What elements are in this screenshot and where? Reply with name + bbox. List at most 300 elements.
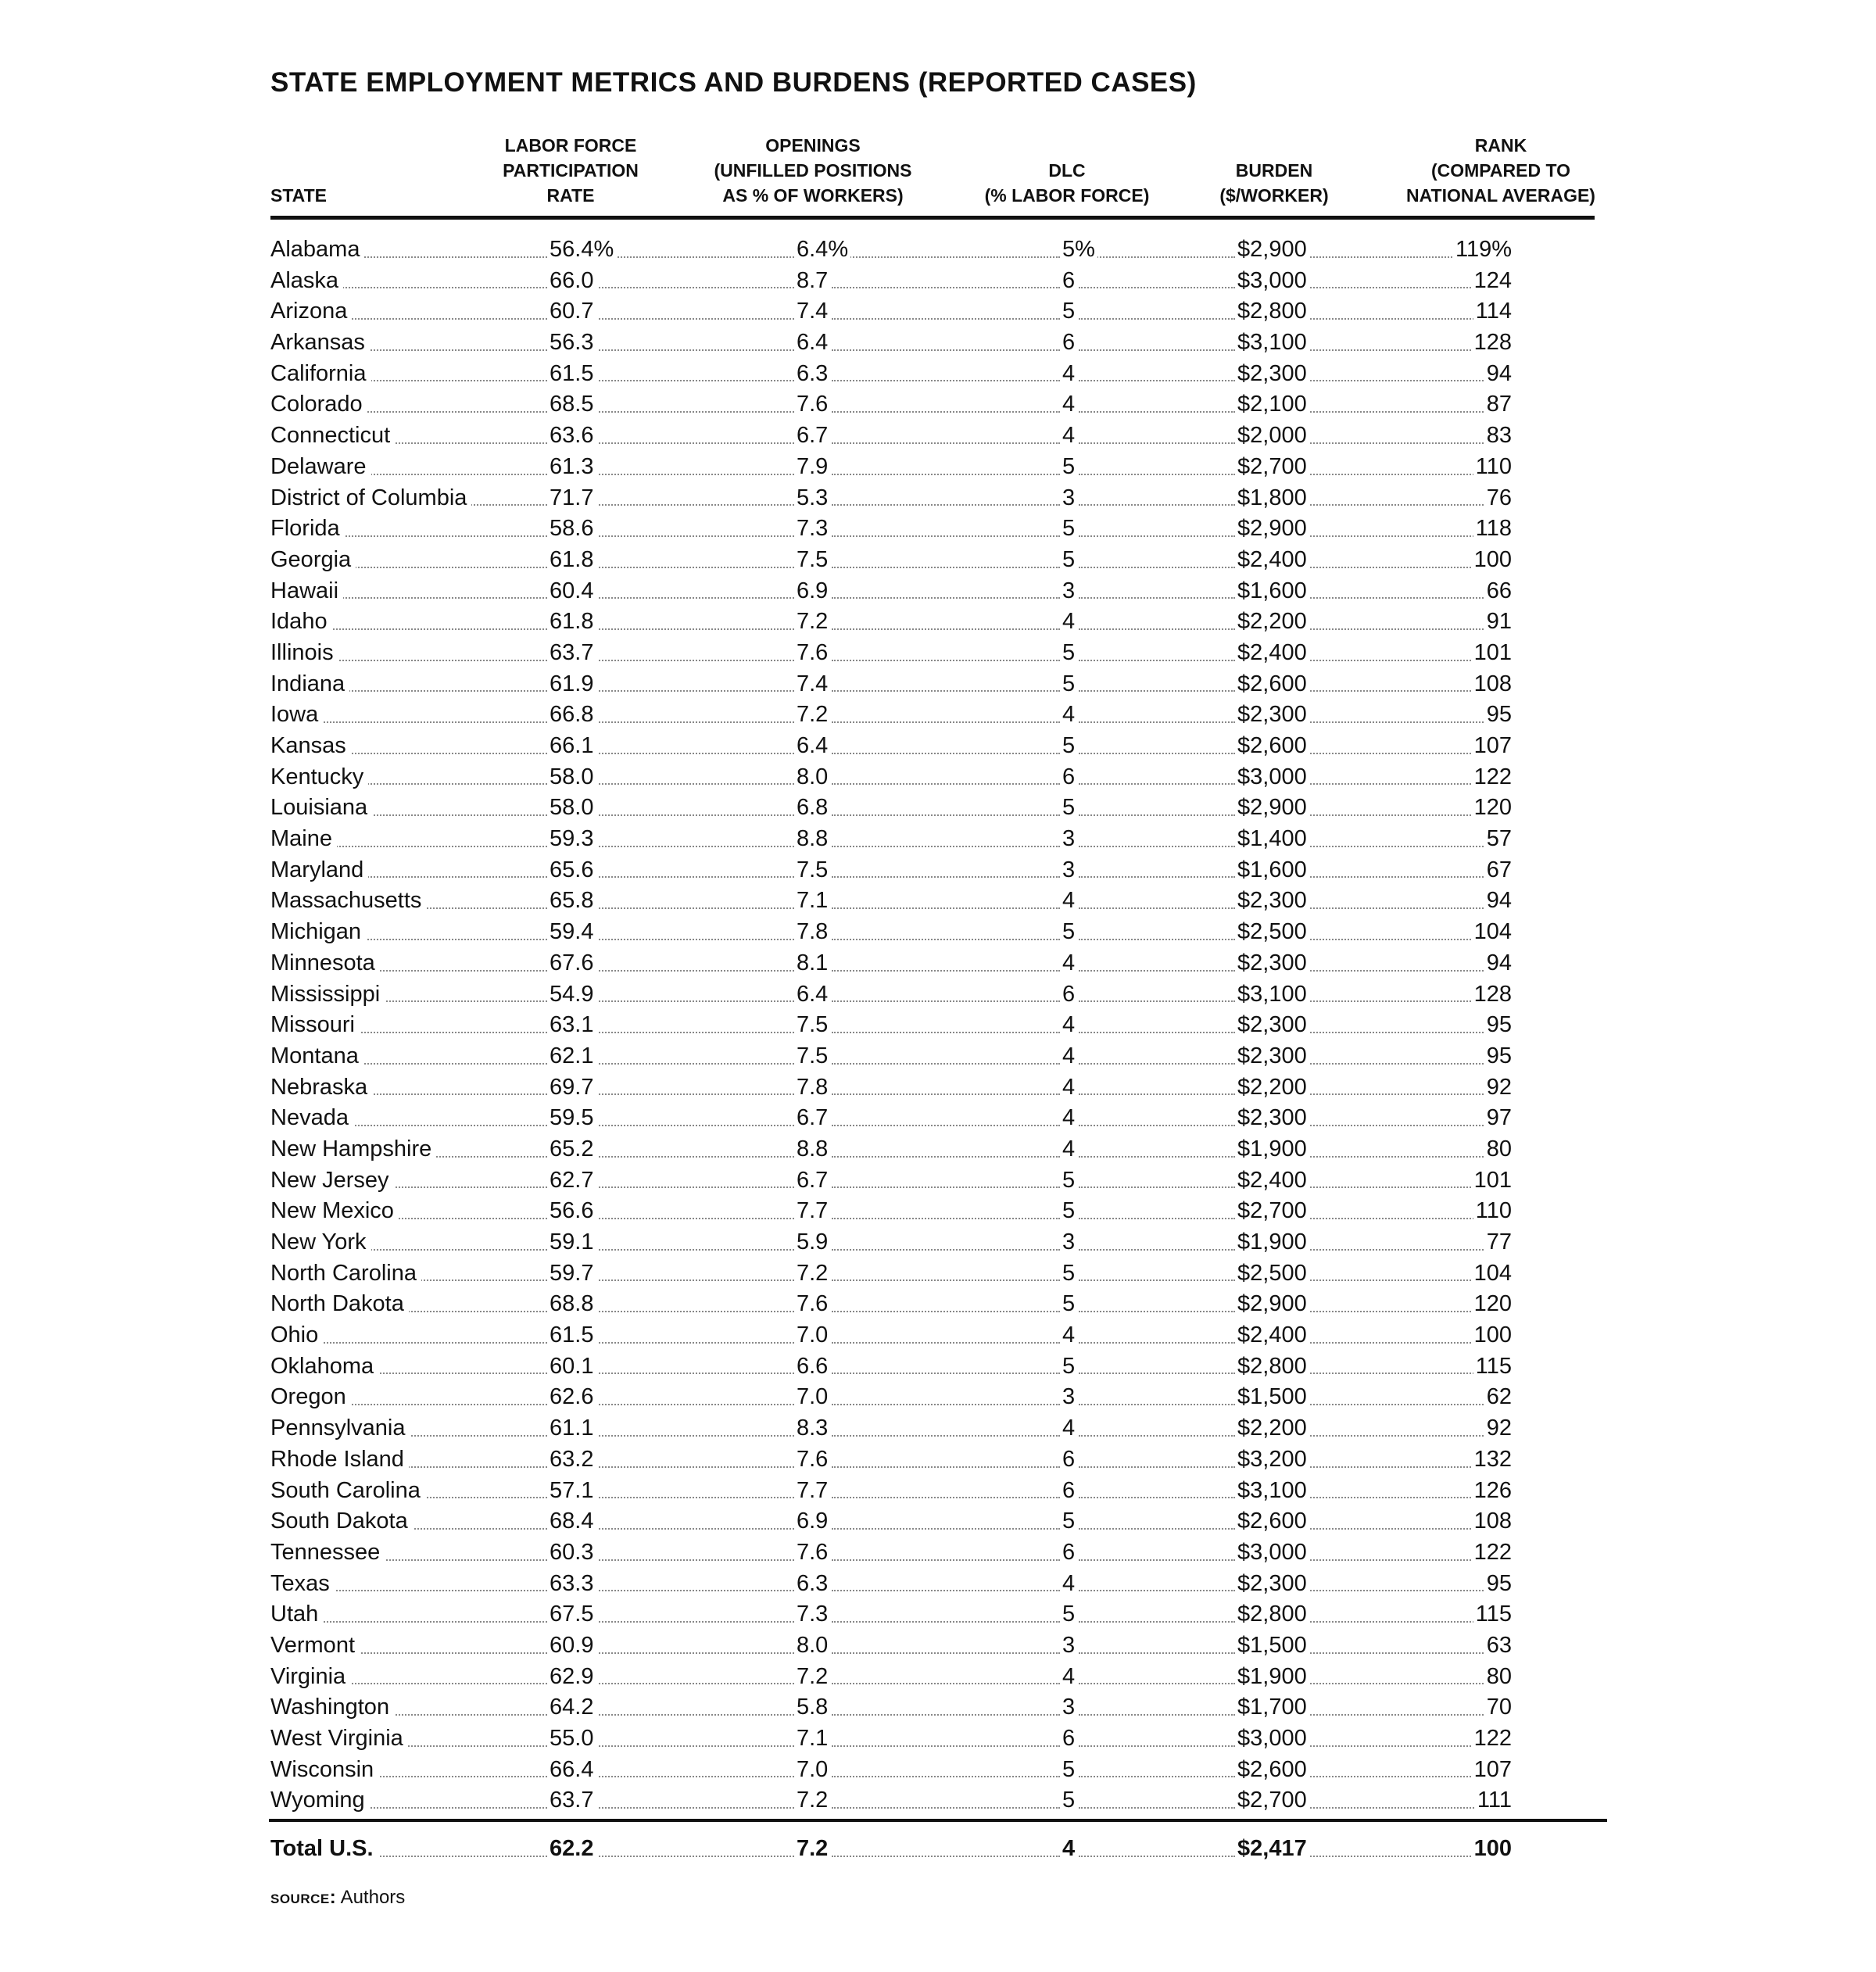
dlc-value: 6 [1060,979,1077,1011]
openings-value: 7.2 [794,700,830,731]
burden-value: $1,600 [1235,576,1309,607]
table-body [270,234,1599,1816]
leader-dots [832,296,1060,327]
dlc-value: 6 [1060,327,1077,359]
openings-value: 7.5 [794,855,830,886]
total-label: Total U.S. [270,1834,378,1865]
header-line: RATE [546,185,595,206]
table-row [270,1599,1599,1630]
leader-dots [1079,669,1235,700]
labor-force-participation-value: 61.1 [547,1413,596,1444]
leader-dots [599,514,794,545]
labor-force-participation-value: 61.8 [547,607,596,638]
labor-force-participation-value: 69.7 [547,1072,596,1104]
leader-dots [832,638,1060,669]
rank-value: 122 [1472,1723,1514,1755]
dlc-value: 5% [1060,234,1097,266]
state-name: Louisiana [270,793,372,824]
leader-dots [1079,1444,1235,1476]
state-name: Texas [270,1569,335,1600]
rank-value: 122 [1472,1537,1514,1569]
table-row [270,1382,1599,1413]
leader-dots [832,1506,1060,1537]
state-name: North Dakota [270,1289,409,1320]
leader-dots [832,1630,1060,1662]
leader-dots [1307,1413,1487,1444]
leader-dots [832,1289,1060,1320]
leader-dots [1307,296,1487,327]
leader-dots [599,1476,794,1507]
table-row [270,607,1599,638]
leader-dots [599,545,794,576]
openings-value: 5.9 [794,1227,830,1258]
leader-dots [832,669,1060,700]
burden-value: $2,900 [1235,234,1309,266]
leader-dots [832,1165,1060,1197]
leader-dots [1079,1382,1235,1413]
rank-value: 101 [1472,638,1514,669]
rank-value: 124 [1472,266,1514,297]
leader-dots [1079,886,1235,917]
dlc-value: 5 [1060,731,1077,762]
openings-value: 6.3 [794,1569,830,1600]
burden-value: $3,100 [1235,979,1309,1011]
openings-value: 7.6 [794,1537,830,1569]
leader-dots [832,1662,1060,1693]
table-row [270,514,1599,545]
leader-dots [1307,483,1487,514]
dlc-value: 5 [1060,1258,1077,1290]
leader-dots [599,1382,794,1413]
labor-force-participation-value: 55.0 [547,1723,596,1755]
leader-dots [599,855,794,886]
leader-dots [599,638,794,669]
openings-value: 8.8 [794,1134,830,1165]
leader-dots [1307,1630,1487,1662]
source-label: source: [270,1887,337,1908]
state-name: Illinois [270,638,338,669]
column-header-labor-force-participation [485,133,657,208]
leader-dots [1079,638,1235,669]
leader-dots [832,731,1060,762]
leader-dots [599,669,794,700]
column-header-dlc [969,158,1165,208]
leader-dots [1079,421,1235,452]
leader-dots [1307,1569,1487,1600]
labor-force-participation-value: 58.0 [547,762,596,793]
state-name: West Virginia [270,1723,408,1755]
header-line: RANK [1474,135,1527,156]
dlc-value: 4 [1060,948,1077,979]
header-line: NATIONAL AVERAGE) [1406,185,1595,206]
dlc-value: 4 [1060,359,1077,390]
table-row [270,234,1599,266]
table-row [270,1134,1599,1165]
total-lfpr: 62.2 [547,1834,596,1865]
state-name: Missouri [270,1010,360,1041]
openings-value: 7.6 [794,389,830,421]
rank-value: 107 [1472,731,1514,762]
leader-dots [1079,576,1235,607]
labor-force-participation-value: 61.8 [547,545,596,576]
header-divider [270,216,1595,220]
rank-value: 132 [1472,1444,1514,1476]
state-name: Washington [270,1692,394,1723]
dlc-value: 6 [1060,1476,1077,1507]
labor-force-participation-value: 63.2 [547,1444,596,1476]
leader-dots [832,1196,1060,1227]
burden-value: $1,500 [1235,1382,1309,1413]
leader-dots [832,1569,1060,1600]
labor-force-participation-value: 71.7 [547,483,596,514]
leader-dots [1079,1537,1235,1569]
leader-dots [599,359,794,390]
total-divider [269,1819,1607,1822]
leader-dots [599,452,794,483]
openings-value: 5.3 [794,483,830,514]
leader-dots [1307,638,1487,669]
leader-dots [599,1834,794,1865]
labor-force-participation-value: 59.4 [547,917,596,948]
leader-dots [1307,1010,1487,1041]
leader-dots [1307,1289,1487,1320]
leader-dots [1307,1785,1487,1816]
labor-force-participation-value: 60.9 [547,1630,596,1662]
openings-value: 7.8 [794,917,830,948]
leader-dots [599,824,794,855]
leader-dots [599,1351,794,1383]
table-row [270,1723,1599,1755]
leader-dots [832,1103,1060,1134]
labor-force-participation-value: 60.3 [547,1537,596,1569]
table-row [270,1072,1599,1104]
leader-dots [1307,917,1487,948]
leader-dots [832,917,1060,948]
rank-value: 62 [1484,1382,1514,1413]
leader-dots [1307,1599,1487,1630]
burden-value: $2,500 [1235,1258,1309,1290]
leader-dots [599,266,794,297]
state-name: Tennessee [270,1537,385,1569]
state-name: Oklahoma [270,1351,378,1383]
burden-value: $2,700 [1235,1785,1309,1816]
rank-value: 111 [1475,1785,1514,1816]
openings-value: 7.2 [794,1785,830,1816]
table-row [270,483,1599,514]
burden-value: $2,200 [1235,1072,1309,1104]
rank-value: 91 [1484,607,1514,638]
leader-dots [1079,1723,1235,1755]
state-name: New Mexico [270,1196,399,1227]
openings-value: 7.5 [794,1041,830,1072]
dlc-value: 5 [1060,1165,1077,1197]
leader-dots [1079,855,1235,886]
openings-value: 7.2 [794,1662,830,1693]
labor-force-participation-value: 63.7 [547,1785,596,1816]
table-row [270,1444,1599,1476]
leader-dots [599,1785,794,1816]
labor-force-participation-value: 60.4 [547,576,596,607]
burden-value: $3,100 [1235,1476,1309,1507]
state-name: Florida [270,514,345,545]
rank-value: 119% [1453,234,1514,266]
labor-force-participation-value: 63.7 [547,638,596,669]
leader-dots [1307,1723,1487,1755]
leader-dots [832,1041,1060,1072]
leader-dots [832,1834,1060,1865]
state-name: Idaho [270,607,332,638]
rank-value: 128 [1472,327,1514,359]
leader-dots [832,1320,1060,1351]
state-name: Montana [270,1041,363,1072]
table-row [270,1755,1599,1786]
leader-dots [599,948,794,979]
leader-dots [1307,1476,1487,1507]
table-row [270,1041,1599,1072]
dlc-value: 4 [1060,1041,1077,1072]
table-row [270,1196,1599,1227]
dlc-value: 3 [1060,824,1077,855]
burden-value: $2,300 [1235,948,1309,979]
leader-dots [832,1755,1060,1786]
labor-force-participation-value: 56.4% [547,234,616,266]
dlc-value: 3 [1060,1382,1077,1413]
burden-value: $2,300 [1235,1010,1309,1041]
dlc-value: 5 [1060,669,1077,700]
rank-value: 115 [1473,1599,1514,1630]
leader-dots [1307,266,1487,297]
rank-value: 128 [1472,979,1514,1011]
leader-dots [1079,1227,1235,1258]
burden-value: $3,100 [1235,327,1309,359]
rank-value: 110 [1473,452,1514,483]
leader-dots [1307,979,1487,1011]
burden-value: $3,000 [1235,1723,1309,1755]
leader-dots [599,979,794,1011]
state-name: Minnesota [270,948,380,979]
state-name: Vermont [270,1630,360,1662]
state-name: Hawaii [270,576,343,607]
table-title: STATE EMPLOYMENT METRICS AND BURDENS (REPORTED CASES) [270,67,1197,98]
leader-dots [1307,1692,1487,1723]
dlc-value: 5 [1060,545,1077,576]
leader-dots [599,1165,794,1197]
labor-force-participation-value: 68.8 [547,1289,596,1320]
labor-force-participation-value: 63.1 [547,1010,596,1041]
table-row [270,1537,1599,1569]
source-note [270,1887,405,1909]
leader-dots [1079,514,1235,545]
header-line: ($/WORKER) [1219,185,1329,206]
leader-dots [599,234,794,266]
state-name: Massachusetts [270,886,426,917]
table-row [270,1227,1599,1258]
state-name: New York [270,1227,371,1258]
dlc-value: 5 [1060,793,1077,824]
table-row [270,1165,1599,1197]
leader-dots [599,1134,794,1165]
leader-dots [1307,855,1487,886]
rank-value: 95 [1484,1569,1514,1600]
openings-value: 7.2 [794,607,830,638]
openings-value: 6.9 [794,576,830,607]
table-row [270,855,1599,886]
leader-dots [599,327,794,359]
labor-force-participation-value: 58.6 [547,514,596,545]
leader-dots [1307,1506,1487,1537]
openings-value: 6.8 [794,793,830,824]
header-line: (UNFILLED POSITIONS [714,160,912,181]
leader-dots [832,389,1060,421]
leader-dots [1307,1755,1487,1786]
leader-dots [1307,1537,1487,1569]
rank-value: 66 [1484,576,1514,607]
labor-force-participation-value: 67.6 [547,948,596,979]
labor-force-participation-value: 59.1 [547,1227,596,1258]
leader-dots [832,452,1060,483]
openings-value: 5.8 [794,1692,830,1723]
leader-dots [1079,1630,1235,1662]
labor-force-participation-value: 65.6 [547,855,596,886]
leader-dots [832,359,1060,390]
total-rank: 100 [1472,1834,1514,1865]
table-row [270,700,1599,731]
state-name: Kentucky [270,762,368,793]
leader-dots [599,1692,794,1723]
leader-dots [599,1289,794,1320]
leader-dots [599,1413,794,1444]
rank-value: 104 [1472,917,1514,948]
labor-force-participation-value: 65.2 [547,1134,596,1165]
header-line: BURDEN [1235,160,1313,181]
leader-dots [1079,1134,1235,1165]
leader-dots [832,1599,1060,1630]
leader-dots [1079,917,1235,948]
rank-value: 57 [1484,824,1514,855]
leader-dots [1307,793,1487,824]
leader-dots [1079,1476,1235,1507]
leader-dots [1307,1041,1487,1072]
leader-dots [1307,1103,1487,1134]
leader-dots [1307,1320,1487,1351]
labor-force-participation-value: 63.6 [547,421,596,452]
dlc-value: 5 [1060,1289,1077,1320]
leader-dots [1079,979,1235,1011]
dlc-value: 4 [1060,1072,1077,1104]
table-row [270,731,1599,762]
rank-value: 92 [1484,1072,1514,1104]
state-name: Utah [270,1599,323,1630]
state-name: Arizona [270,296,352,327]
leader-dots [1079,1320,1235,1351]
rank-value: 126 [1472,1476,1514,1507]
table-row [270,1630,1599,1662]
dlc-value: 3 [1060,1692,1077,1723]
dlc-value: 6 [1060,1444,1077,1476]
leader-dots [1307,1165,1487,1197]
state-name: Delaware [270,452,371,483]
leader-dots [832,1476,1060,1507]
table-row [270,266,1599,297]
table-row [270,1413,1599,1444]
leader-dots [1079,762,1235,793]
burden-value: $2,300 [1235,1041,1309,1072]
leader-dots [1307,1072,1487,1104]
dlc-value: 5 [1060,917,1077,948]
state-name: Nevada [270,1103,353,1134]
openings-value: 6.3 [794,359,830,390]
leader-dots [1079,793,1235,824]
dlc-value: 6 [1060,266,1077,297]
openings-value: 6.4 [794,731,830,762]
leader-dots [1079,700,1235,731]
leader-dots [599,1227,794,1258]
state-name: Alaska [270,266,343,297]
leader-dots [599,917,794,948]
openings-value: 7.1 [794,1723,830,1755]
openings-value: 7.0 [794,1755,830,1786]
leader-dots [1079,1289,1235,1320]
leader-dots [1307,514,1487,545]
leader-dots [1307,576,1487,607]
burden-value: $3,000 [1235,762,1309,793]
burden-value: $2,700 [1235,452,1309,483]
dlc-value: 4 [1060,1134,1077,1165]
state-name: Connecticut [270,421,395,452]
leader-dots [832,327,1060,359]
leader-dots [1307,1227,1487,1258]
leader-dots [1307,1196,1487,1227]
burden-value: $2,300 [1235,1569,1309,1600]
labor-force-participation-value: 62.7 [547,1165,596,1197]
header-line: AS % OF WORKERS) [722,185,904,206]
leader-dots [599,1010,794,1041]
leader-dots [599,607,794,638]
leader-dots [1079,607,1235,638]
leader-dots [832,1010,1060,1041]
burden-value: $2,400 [1235,1320,1309,1351]
leader-dots [832,1723,1060,1755]
labor-force-participation-value: 63.3 [547,1569,596,1600]
table-row [270,948,1599,979]
openings-value: 7.3 [794,1599,830,1630]
burden-value: $2,600 [1235,731,1309,762]
dlc-value: 6 [1060,1537,1077,1569]
rank-value: 114 [1473,296,1514,327]
openings-value: 6.7 [794,1165,830,1197]
burden-value: $1,400 [1235,824,1309,855]
openings-value: 8.0 [794,762,830,793]
openings-value: 7.7 [794,1196,830,1227]
openings-value: 7.8 [794,1072,830,1104]
table-row [270,1103,1599,1134]
leader-dots [1079,1103,1235,1134]
rank-value: 95 [1484,700,1514,731]
labor-force-participation-value: 61.9 [547,669,596,700]
table-row [270,886,1599,917]
leader-dots [1079,1755,1235,1786]
leader-dots [1079,731,1235,762]
leader-dots [832,793,1060,824]
state-name: New Hampshire [270,1134,436,1165]
leader-dots [1307,389,1487,421]
dlc-value: 5 [1060,1196,1077,1227]
leader-dots [832,483,1060,514]
state-name: North Carolina [270,1258,421,1290]
dlc-value: 4 [1060,421,1077,452]
state-name: Wyoming [270,1785,370,1816]
leader-dots [1079,483,1235,514]
